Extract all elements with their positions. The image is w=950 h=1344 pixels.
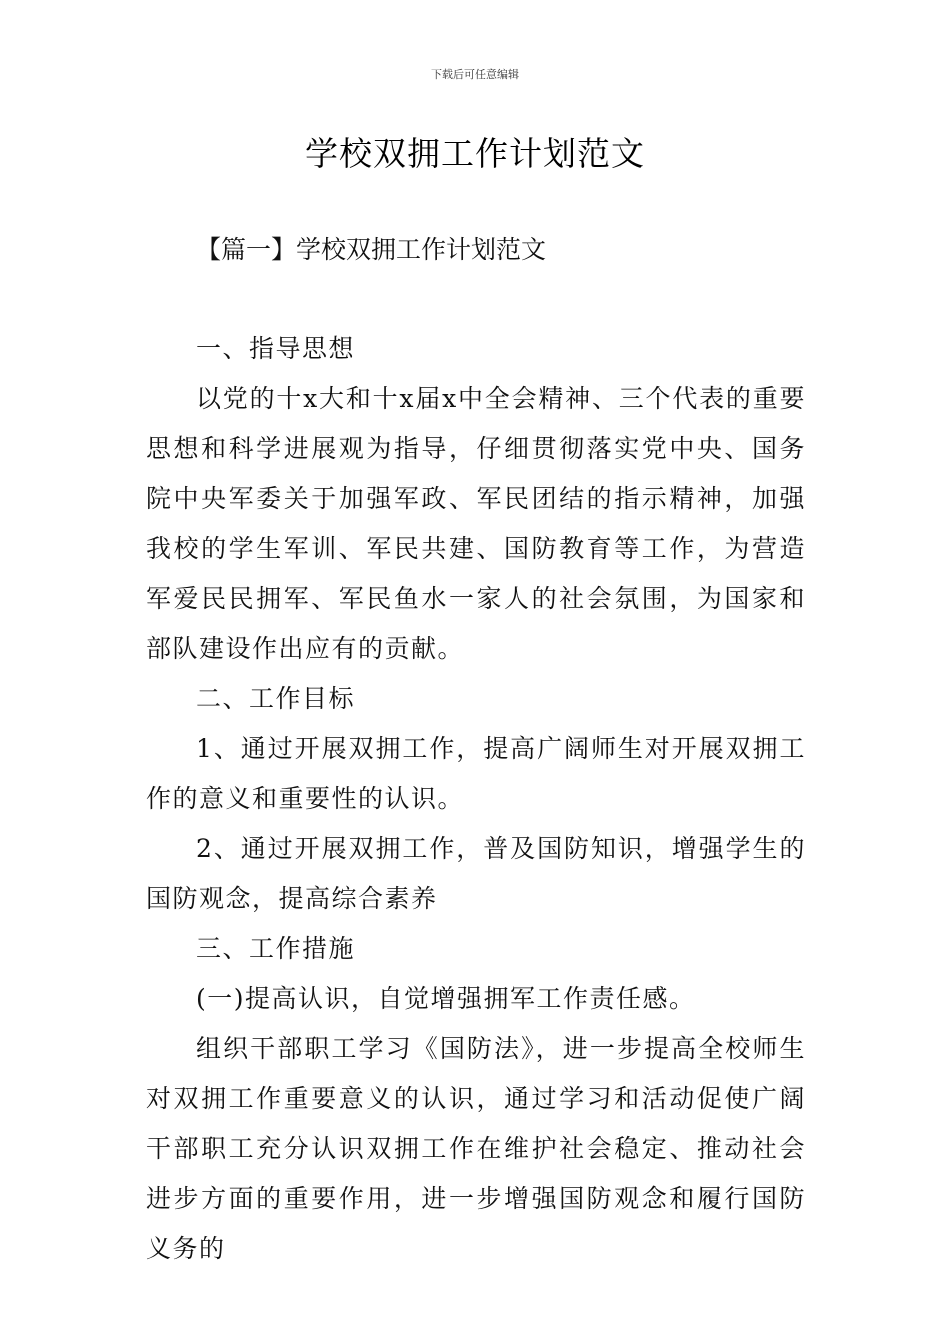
paragraph-guiding-ideology: 以党的十x大和十x届x中全会精神、三个代表的重要思想和科学进展观为指导，仔细贯彻落实党中央、国务院中央军委关于加强军政、军民团结的指示精神，加强我校的学生军训、军民共建、国防教育等工作，为营造军爱民民拥军、军民鱼水一家人的社会氛围，为国家和部队建设作出应有的贡献。 <box>146 384 806 663</box>
heading-work-measures: 三、工作措施 <box>196 934 356 963</box>
subheading-measure-1: (一)提高认识，自觉增强拥军工作责任感。 <box>196 984 696 1013</box>
section-title: 【篇一】学校双拥工作计划范文 <box>196 235 547 264</box>
document-title: 学校双拥工作计划范文 <box>305 134 645 173</box>
document-body <box>146 324 806 1274</box>
paragraph-goal-1: 1、通过开展双拥工作，提高广阔师生对开展双拥工作的意义和重要性的认识。 <box>146 734 806 813</box>
paragraph-measure-1: 组织干部职工学习《国防法》，进一步提高全校师生对双拥工作重要意义的认识，通过学习和活动促使广阔干部职工充分认识双拥工作在维护社会稳定、推动社会进步方面的重要作用，进一步增强国防观念和履行国防义务的 <box>146 1034 806 1263</box>
heading-guiding-ideology: 一、指导思想 <box>196 334 356 363</box>
header-note: 下载后可任意编辑 <box>431 68 519 81</box>
paragraph-goal-2: 2、通过开展双拥工作，普及国防知识，增强学生的国防观念，提高综合素养 <box>146 834 806 913</box>
heading-work-goals: 二、工作目标 <box>196 684 356 713</box>
